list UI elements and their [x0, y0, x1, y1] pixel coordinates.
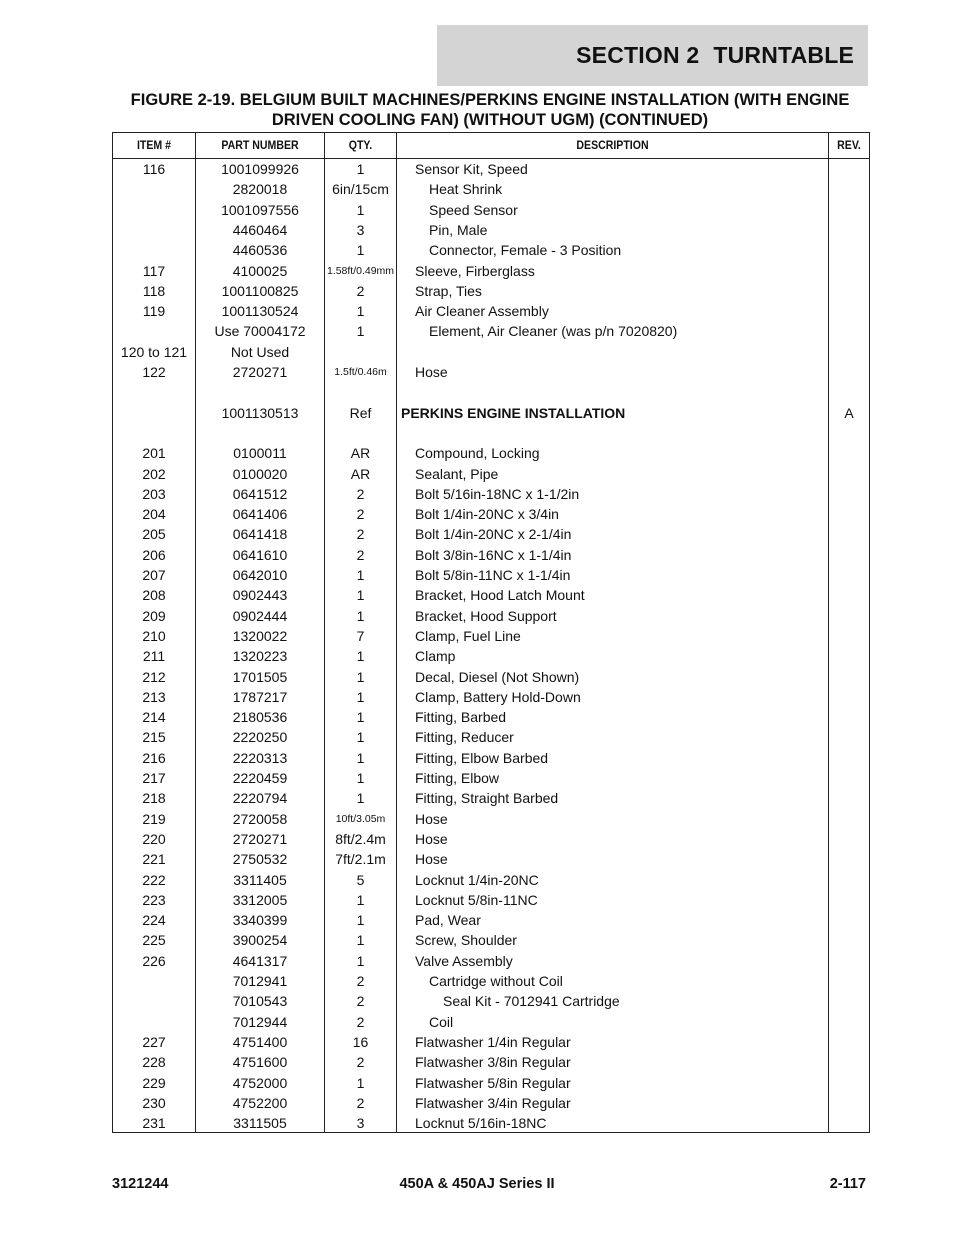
section-number: SECTION 2: [576, 42, 700, 68]
item-number-cell: 228: [142, 1054, 166, 1071]
table-row: [113, 788, 869, 808]
part-number-cell: 2720058: [232, 810, 288, 827]
quantity-cell: 2: [356, 1054, 365, 1071]
quantity-cell: 2: [356, 973, 365, 989]
item-number-cell: 208: [142, 587, 166, 604]
description-cell: Decal, Diesel (Not Shown): [415, 668, 580, 685]
quantity-cell: 1: [356, 1074, 365, 1091]
part-number-cell: 4752200: [232, 1094, 288, 1111]
table-row: [113, 382, 869, 402]
revision-cell: A: [844, 404, 854, 421]
quantity-cell: 6in/15cm: [332, 181, 389, 198]
table-row: [113, 524, 869, 544]
quantity-cell: 1: [356, 587, 365, 604]
description-cell: Strap, Ties: [415, 282, 482, 299]
item-number-cell: 229: [142, 1074, 166, 1091]
item-number-cell: 218: [142, 790, 166, 807]
table-row: [113, 768, 869, 788]
part-number-cell: 0641610: [232, 546, 288, 563]
table-row: [113, 606, 869, 626]
part-number-cell: 4751600: [232, 1054, 288, 1071]
quantity-cell: 1: [356, 688, 365, 705]
quantity-cell: AR: [350, 445, 371, 462]
description-cell: Sensor Kit, Speed: [415, 161, 528, 177]
description-cell: Bolt 5/8in-11NC x 1-1/4in: [415, 567, 571, 583]
column-header-description: DESCRIPTION: [576, 138, 649, 152]
quantity-cell: 16: [352, 1033, 369, 1050]
item-number-cell: 120 to 121: [120, 343, 188, 360]
quantity-cell: 2: [356, 282, 365, 299]
part-number-cell: 3311505: [233, 1115, 287, 1132]
table-row: [113, 220, 869, 240]
quantity-cell: 1: [356, 770, 365, 786]
item-number-cell: 226: [142, 952, 166, 969]
part-number-cell: 7012941: [232, 973, 288, 989]
description-cell: Speed Sensor: [429, 201, 518, 218]
description-cell: Bracket, Hood Latch Mount: [415, 587, 585, 604]
quantity-cell: 2: [356, 546, 365, 563]
description-cell: Bracket, Hood Support: [415, 607, 557, 624]
table-row: [113, 1012, 869, 1032]
quantity-cell: 1: [356, 607, 365, 624]
item-number-cell: 214: [142, 709, 166, 726]
description-cell: Clamp, Battery Hold-Down: [415, 688, 581, 705]
item-number-cell: 227: [142, 1033, 166, 1050]
part-number-cell: 1001130513: [221, 404, 299, 421]
description-cell: Compound, Locking: [415, 445, 540, 462]
description-cell: Cartridge without Coil: [429, 973, 563, 989]
description-cell: Valve Assembly: [415, 952, 513, 969]
table-row: [113, 321, 869, 341]
item-number-cell: 201: [142, 445, 166, 462]
table-row: [113, 991, 869, 1011]
description-cell: Screw, Shoulder: [415, 932, 517, 949]
table-row: [113, 423, 869, 443]
description-cell: Locknut 1/4in-20NC: [415, 871, 539, 888]
quantity-cell: 1.5ft/0.46m: [334, 366, 387, 378]
item-number-cell: 217: [142, 770, 166, 786]
table-row: [113, 707, 869, 727]
description-cell: Hose: [415, 851, 448, 868]
item-number-cell: 210: [142, 627, 166, 644]
column-header-item: ITEM #: [136, 138, 172, 152]
item-number-cell: 212: [142, 668, 166, 685]
part-number-cell: 0641418: [232, 526, 288, 543]
quantity-cell: 1: [356, 668, 365, 685]
part-number-cell: 0100020: [232, 465, 288, 482]
part-number-cell: 4100025: [232, 262, 288, 279]
quantity-cell: 2: [356, 1013, 365, 1030]
item-number-cell: 117: [142, 262, 166, 279]
table-row: [113, 748, 869, 768]
part-number-cell: 0641406: [232, 506, 288, 523]
table-row: [113, 930, 869, 950]
item-number-cell: 116: [142, 161, 166, 177]
part-number-cell: 2180536: [232, 709, 288, 726]
quantity-cell: 1: [356, 161, 365, 177]
part-number-cell: 2220459: [232, 770, 288, 786]
table-row: [113, 1032, 869, 1052]
quantity-cell: 7ft/2.1m: [335, 851, 386, 868]
description-cell: Locknut 5/16in-18NC: [415, 1115, 547, 1132]
footer-model: 450A & 450AJ Series II: [399, 1176, 555, 1192]
description-cell: Bolt 1/4in-20NC x 3/4in: [415, 506, 559, 523]
quantity-cell: 1: [356, 952, 365, 969]
item-number-cell: 213: [142, 688, 166, 705]
part-number-cell: 3900254: [232, 932, 288, 949]
quantity-cell: 1: [356, 729, 365, 746]
table-row: [113, 545, 869, 565]
table-row: [113, 261, 869, 281]
item-number-cell: 221: [142, 851, 166, 868]
part-number-cell: 1001130524: [221, 303, 299, 320]
description-cell: Flatwasher 3/4in Regular: [415, 1094, 571, 1111]
item-number-cell: 231: [142, 1115, 166, 1132]
quantity-cell: 1: [356, 303, 365, 320]
description-cell: Fitting, Elbow Barbed: [415, 749, 549, 766]
part-number-cell: 4751400: [232, 1033, 288, 1050]
part-number-cell: 2220313: [232, 749, 288, 766]
item-number-cell: 118: [142, 282, 166, 299]
quantity-cell: 1: [356, 201, 365, 218]
quantity-cell: 1: [356, 749, 365, 766]
part-number-cell: Not Used: [230, 343, 290, 360]
item-number-cell: 225: [142, 932, 166, 949]
description-cell: Fitting, Reducer: [415, 729, 514, 746]
description-cell: Flatwasher 3/8in Regular: [415, 1054, 571, 1071]
item-number-cell: 202: [142, 465, 166, 482]
table-row: [113, 809, 869, 829]
part-number-cell: 3311405: [233, 871, 287, 888]
quantity-cell: 2: [356, 506, 365, 523]
parts-table: [112, 132, 870, 1133]
item-number-cell: 222: [142, 871, 166, 888]
item-number-cell: 209: [142, 607, 166, 624]
item-number-cell: 122: [142, 364, 166, 380]
table-row: [113, 951, 869, 971]
quantity-cell: 10ft/3.05m: [335, 812, 386, 825]
item-number-cell: 203: [142, 485, 166, 502]
part-number-cell: 4641317: [232, 952, 288, 969]
table-row: [113, 484, 869, 504]
table-row: [113, 565, 869, 585]
description-cell: Heat Shrink: [429, 181, 503, 198]
table-row: [113, 870, 869, 890]
quantity-cell: Ref: [349, 404, 372, 421]
quantity-cell: 5: [356, 871, 365, 888]
description-cell: Hose: [415, 810, 448, 827]
table-row: [113, 1093, 869, 1113]
item-number-cell: 216: [142, 749, 166, 766]
section-header: [437, 25, 868, 86]
description-cell: Clamp: [415, 648, 456, 665]
figure-title-line1: FIGURE 2-19. BELGIUM BUILT MACHINES/PERKINS ENGINE INSTALLATION (WITH ENGINE: [130, 91, 850, 109]
part-number-cell: 3340399: [232, 912, 288, 929]
quantity-cell: 1: [356, 912, 365, 929]
part-number-cell: 2720271: [232, 364, 288, 380]
item-number-cell: 219: [142, 810, 166, 827]
part-number-cell: 1320223: [232, 648, 288, 665]
item-number-cell: 204: [142, 506, 166, 523]
footer-document-number: 3121244: [112, 1176, 169, 1192]
quantity-cell: AR: [350, 465, 371, 482]
table-row: [113, 179, 869, 199]
figure-title: [112, 90, 868, 130]
item-number-cell: 207: [142, 567, 166, 583]
description-cell: Fitting, Elbow: [415, 770, 500, 786]
item-number-cell: 223: [142, 891, 166, 908]
item-number-cell: 211: [142, 648, 166, 665]
part-number-cell: 1787217: [232, 688, 288, 705]
description-cell: Pad, Wear: [415, 912, 481, 929]
footer-page-number: 2-117: [829, 1176, 866, 1192]
item-number-cell: 230: [142, 1094, 166, 1111]
table-row: [113, 200, 869, 220]
table-row: [113, 1113, 869, 1133]
part-number-cell: 4460536: [232, 242, 288, 259]
description-cell: Clamp, Fuel Line: [415, 627, 521, 644]
description-cell: Element, Air Cleaner (was p/n 7020820): [429, 323, 678, 340]
quantity-cell: 2: [356, 526, 365, 543]
quantity-cell: 1: [356, 648, 365, 665]
description-cell: Seal Kit - 7012941 Cartridge: [443, 993, 620, 1010]
table-row: [113, 585, 869, 605]
part-number-cell: 4752000: [232, 1074, 288, 1091]
part-number-cell: 2220794: [232, 790, 288, 807]
table-row: [113, 301, 869, 321]
description-cell: Bolt 5/16in-18NC x 1-1/2in: [415, 485, 580, 502]
part-number-cell: 1001097556: [221, 201, 299, 218]
part-number-cell: 3312005: [232, 891, 288, 908]
part-number-cell: 0642010: [232, 567, 288, 583]
item-number-cell: 206: [142, 546, 166, 563]
item-number-cell: 224: [142, 912, 166, 929]
table-row: [113, 646, 869, 666]
quantity-cell: 1: [356, 891, 365, 908]
quantity-cell: 1: [356, 567, 365, 583]
quantity-cell: 2: [356, 485, 365, 502]
part-number-cell: 0100011: [233, 445, 287, 462]
description-cell: Fitting, Barbed: [415, 709, 507, 726]
part-number-cell: 1320022: [232, 627, 288, 644]
table-row: [113, 159, 869, 179]
table-row: [113, 443, 869, 463]
description-cell: Bolt 3/8in-16NC x 1-1/4in: [415, 546, 572, 563]
part-number-cell: 2220250: [232, 729, 288, 746]
table-row: [113, 829, 869, 849]
part-number-cell: 7010543: [232, 993, 288, 1010]
table-row: [113, 240, 869, 260]
description-cell: Flatwasher 1/4in Regular: [415, 1033, 571, 1050]
table-row: [113, 667, 869, 687]
quantity-cell: 1.58ft/0.49mm: [326, 264, 395, 277]
table-row: [113, 971, 869, 991]
part-number-cell: 0902444: [232, 607, 288, 624]
description-cell: Pin, Male: [429, 221, 488, 238]
description-cell: Fitting, Straight Barbed: [415, 790, 559, 807]
part-number-cell: 7012944: [232, 1013, 288, 1030]
quantity-cell: 1: [356, 323, 365, 340]
table-row: [113, 403, 869, 423]
description-cell: PERKINS ENGINE INSTALLATION: [401, 404, 626, 421]
quantity-cell: 8ft/2.4m: [335, 830, 386, 847]
table-row: [113, 727, 869, 747]
item-number-cell: 220: [142, 830, 166, 847]
table-row: [113, 910, 869, 930]
table-row: [113, 890, 869, 910]
table-row: [113, 464, 869, 484]
part-number-cell: 1001099926: [221, 161, 299, 177]
description-cell: Hose: [415, 364, 448, 380]
item-number-cell: 205: [142, 526, 166, 543]
description-cell: Sleeve, Firberglass: [415, 262, 535, 279]
table-row: [113, 1073, 869, 1093]
quantity-cell: 7: [356, 627, 365, 644]
quantity-cell: 2: [356, 993, 365, 1010]
quantity-cell: 1: [356, 709, 365, 726]
description-cell: Locknut 5/8in-11NC: [415, 891, 538, 908]
table-row: [113, 362, 869, 382]
table-row: [113, 849, 869, 869]
part-number-cell: 2820018: [232, 181, 288, 198]
quantity-cell: 2: [356, 1094, 365, 1111]
table-row: [113, 626, 869, 646]
description-cell: Air Cleaner Assembly: [415, 303, 549, 320]
part-number-cell: 0902443: [232, 587, 288, 604]
table-row: [113, 1052, 869, 1072]
item-number-cell: 119: [142, 303, 166, 320]
column-header-rev: REV.: [837, 138, 861, 152]
description-cell: Flatwasher 5/8in Regular: [415, 1074, 571, 1091]
quantity-cell: 1: [356, 932, 365, 949]
description-cell: Connector, Female - 3 Position: [429, 242, 622, 259]
column-header-qty: QTY.: [348, 138, 373, 152]
part-number-cell: Use 70004172: [214, 323, 306, 340]
table-header: [113, 133, 869, 159]
table-row: [113, 504, 869, 524]
part-number-cell: 0641512: [232, 485, 288, 502]
description-cell: Hose: [415, 830, 448, 847]
section-title: TURNTABLE: [713, 42, 854, 68]
part-number-cell: 2750532: [232, 851, 288, 868]
item-number-cell: 215: [142, 729, 166, 746]
table-row: [113, 687, 869, 707]
quantity-cell: 3: [356, 1115, 365, 1132]
description-cell: Coil: [429, 1013, 454, 1030]
part-number-cell: 1701505: [232, 668, 288, 685]
figure-title-line2: DRIVEN COOLING FAN) (WITHOUT UGM) (CONTINUED): [271, 111, 709, 129]
part-number-cell: 4460464: [232, 221, 288, 238]
column-header-part-number: PART NUMBER: [221, 138, 299, 152]
part-number-cell: 1001100825: [221, 282, 299, 299]
quantity-cell: 1: [356, 242, 365, 259]
quantity-cell: 1: [356, 790, 365, 807]
table-row: [113, 281, 869, 301]
quantity-cell: 3: [356, 221, 365, 238]
description-cell: Bolt 1/4in-20NC x 2-1/4in: [415, 526, 572, 543]
table-row: [113, 342, 869, 362]
description-cell: Sealant, Pipe: [415, 465, 499, 482]
part-number-cell: 2720271: [232, 830, 288, 847]
